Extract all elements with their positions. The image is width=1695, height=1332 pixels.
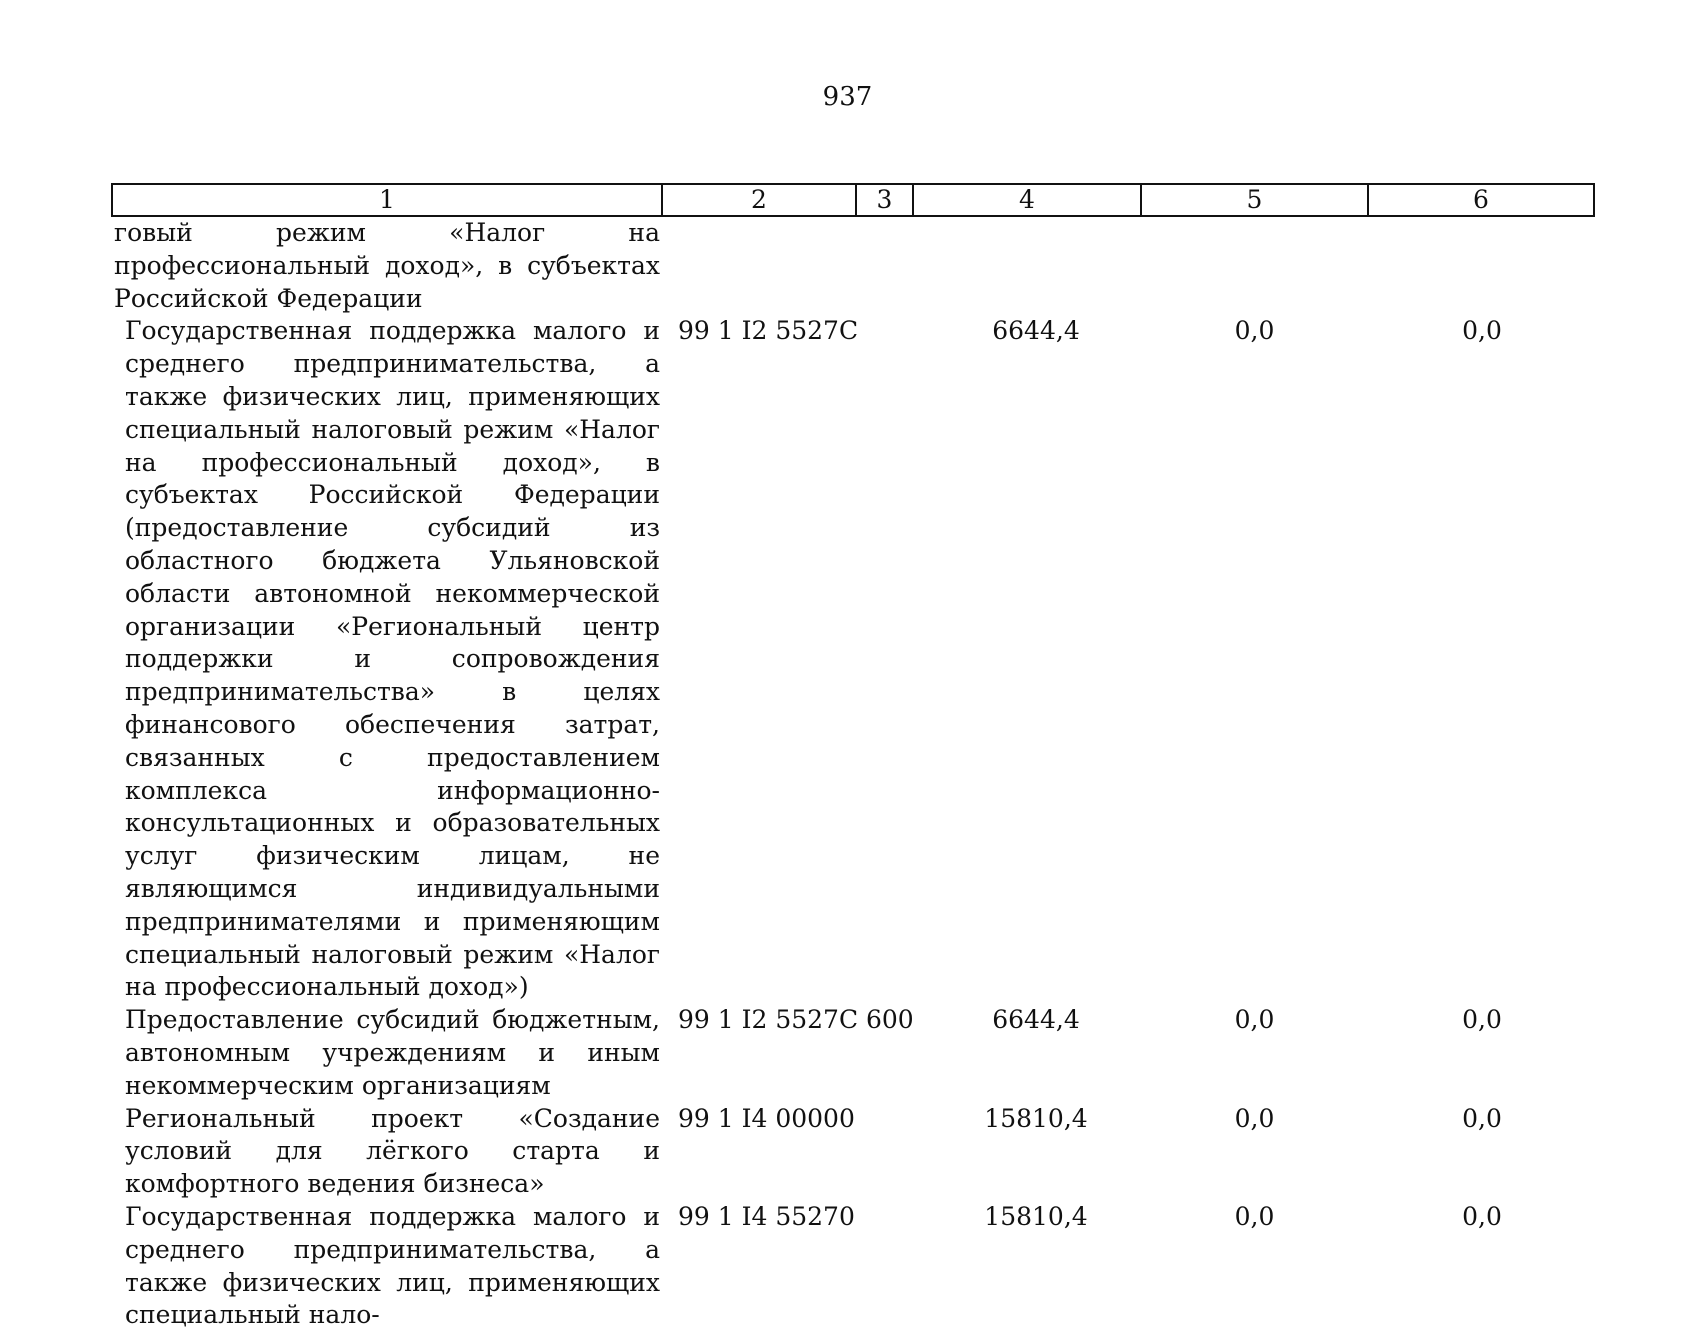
row-value-6: 0,0 <box>1462 1103 1502 1133</box>
table-row <box>112 1004 1594 1102</box>
row-value-4: 6644,4 <box>992 1005 1080 1035</box>
page-number: 937 <box>822 82 873 112</box>
row-type <box>856 315 913 1004</box>
row-value-5: 0,0 <box>1234 316 1275 346</box>
row-code: 99 1 I2 5527C <box>678 316 859 346</box>
row-value-4 <box>913 216 1141 315</box>
row-code <box>662 216 856 315</box>
row-value-4: 6644,4 <box>992 316 1080 346</box>
header-col-3: 3 <box>856 184 913 216</box>
row-type <box>856 1103 913 1201</box>
row-name: Региональный проект «Создание условий для лёгкого старта и комфортного ведения бизнеса» <box>125 1103 660 1199</box>
table-row <box>112 216 1594 315</box>
budget-table <box>111 183 1595 1332</box>
row-value-5: 0,0 <box>1234 1005 1275 1035</box>
header-col-4: 4 <box>913 184 1141 216</box>
table-header <box>112 184 1594 216</box>
table-row <box>112 1201 1594 1332</box>
row-value-5 <box>1141 216 1368 315</box>
table-row <box>112 1103 1594 1201</box>
table-row <box>112 315 1594 1004</box>
row-value-4: 15810,4 <box>984 1103 1088 1133</box>
row-value-4: 15810,4 <box>984 1201 1088 1231</box>
row-value-6: 0,0 <box>1462 1005 1502 1035</box>
header-col-1: 1 <box>112 184 662 216</box>
header-col-6: 6 <box>1368 184 1594 216</box>
row-code: 99 1 I2 5527C <box>678 1005 859 1035</box>
row-code: 99 1 I4 55270 <box>678 1201 855 1231</box>
row-name: Предоставление субсидий бюджетным, автономным учреждениям и иным некоммерческим организациям <box>125 1005 660 1100</box>
row-value-5: 0,0 <box>1234 1103 1275 1133</box>
table-body <box>112 216 1594 1332</box>
row-name: Государственная поддержка малого и среднего предпринимательства, а также физических лиц, применяющих специальный нало- <box>125 1201 660 1330</box>
row-code: 99 1 I4 00000 <box>678 1103 855 1133</box>
header-col-5: 5 <box>1141 184 1368 216</box>
header-col-2: 2 <box>662 184 856 216</box>
row-value-5: 0,0 <box>1234 1201 1275 1231</box>
row-value-6: 0,0 <box>1462 1201 1502 1231</box>
row-value-6 <box>1368 216 1594 315</box>
row-type: 600 <box>866 1005 914 1035</box>
header-row <box>112 184 1594 216</box>
row-type <box>856 216 913 315</box>
row-name: говый режим «Налог на профессиональный доход», в субъектах Российской Федерации <box>114 218 660 313</box>
row-name: Государственная поддержка малого и среднего предпринимательства, а также физических лиц, применяющих специальный налоговый режим «Налог на профессиональный доход», в субъектах Российской Федерации (предоставление субсидий из областного бюджета Ульяновской области автономной некоммерческой организации «Региональный центр поддержки и сопровождения предпринимательства» в целях финансового обеспечения затрат, связанных с предоставлением комплекса информационно-консультационных и образовательных услуг физическим лицам, не являющимся индивидуальными предпринимателями и применяющим специальный налоговый режим «Налог на профессиональный доход») <box>125 316 660 1002</box>
row-value-6: 0,0 <box>1462 316 1502 346</box>
row-type <box>856 1201 913 1332</box>
